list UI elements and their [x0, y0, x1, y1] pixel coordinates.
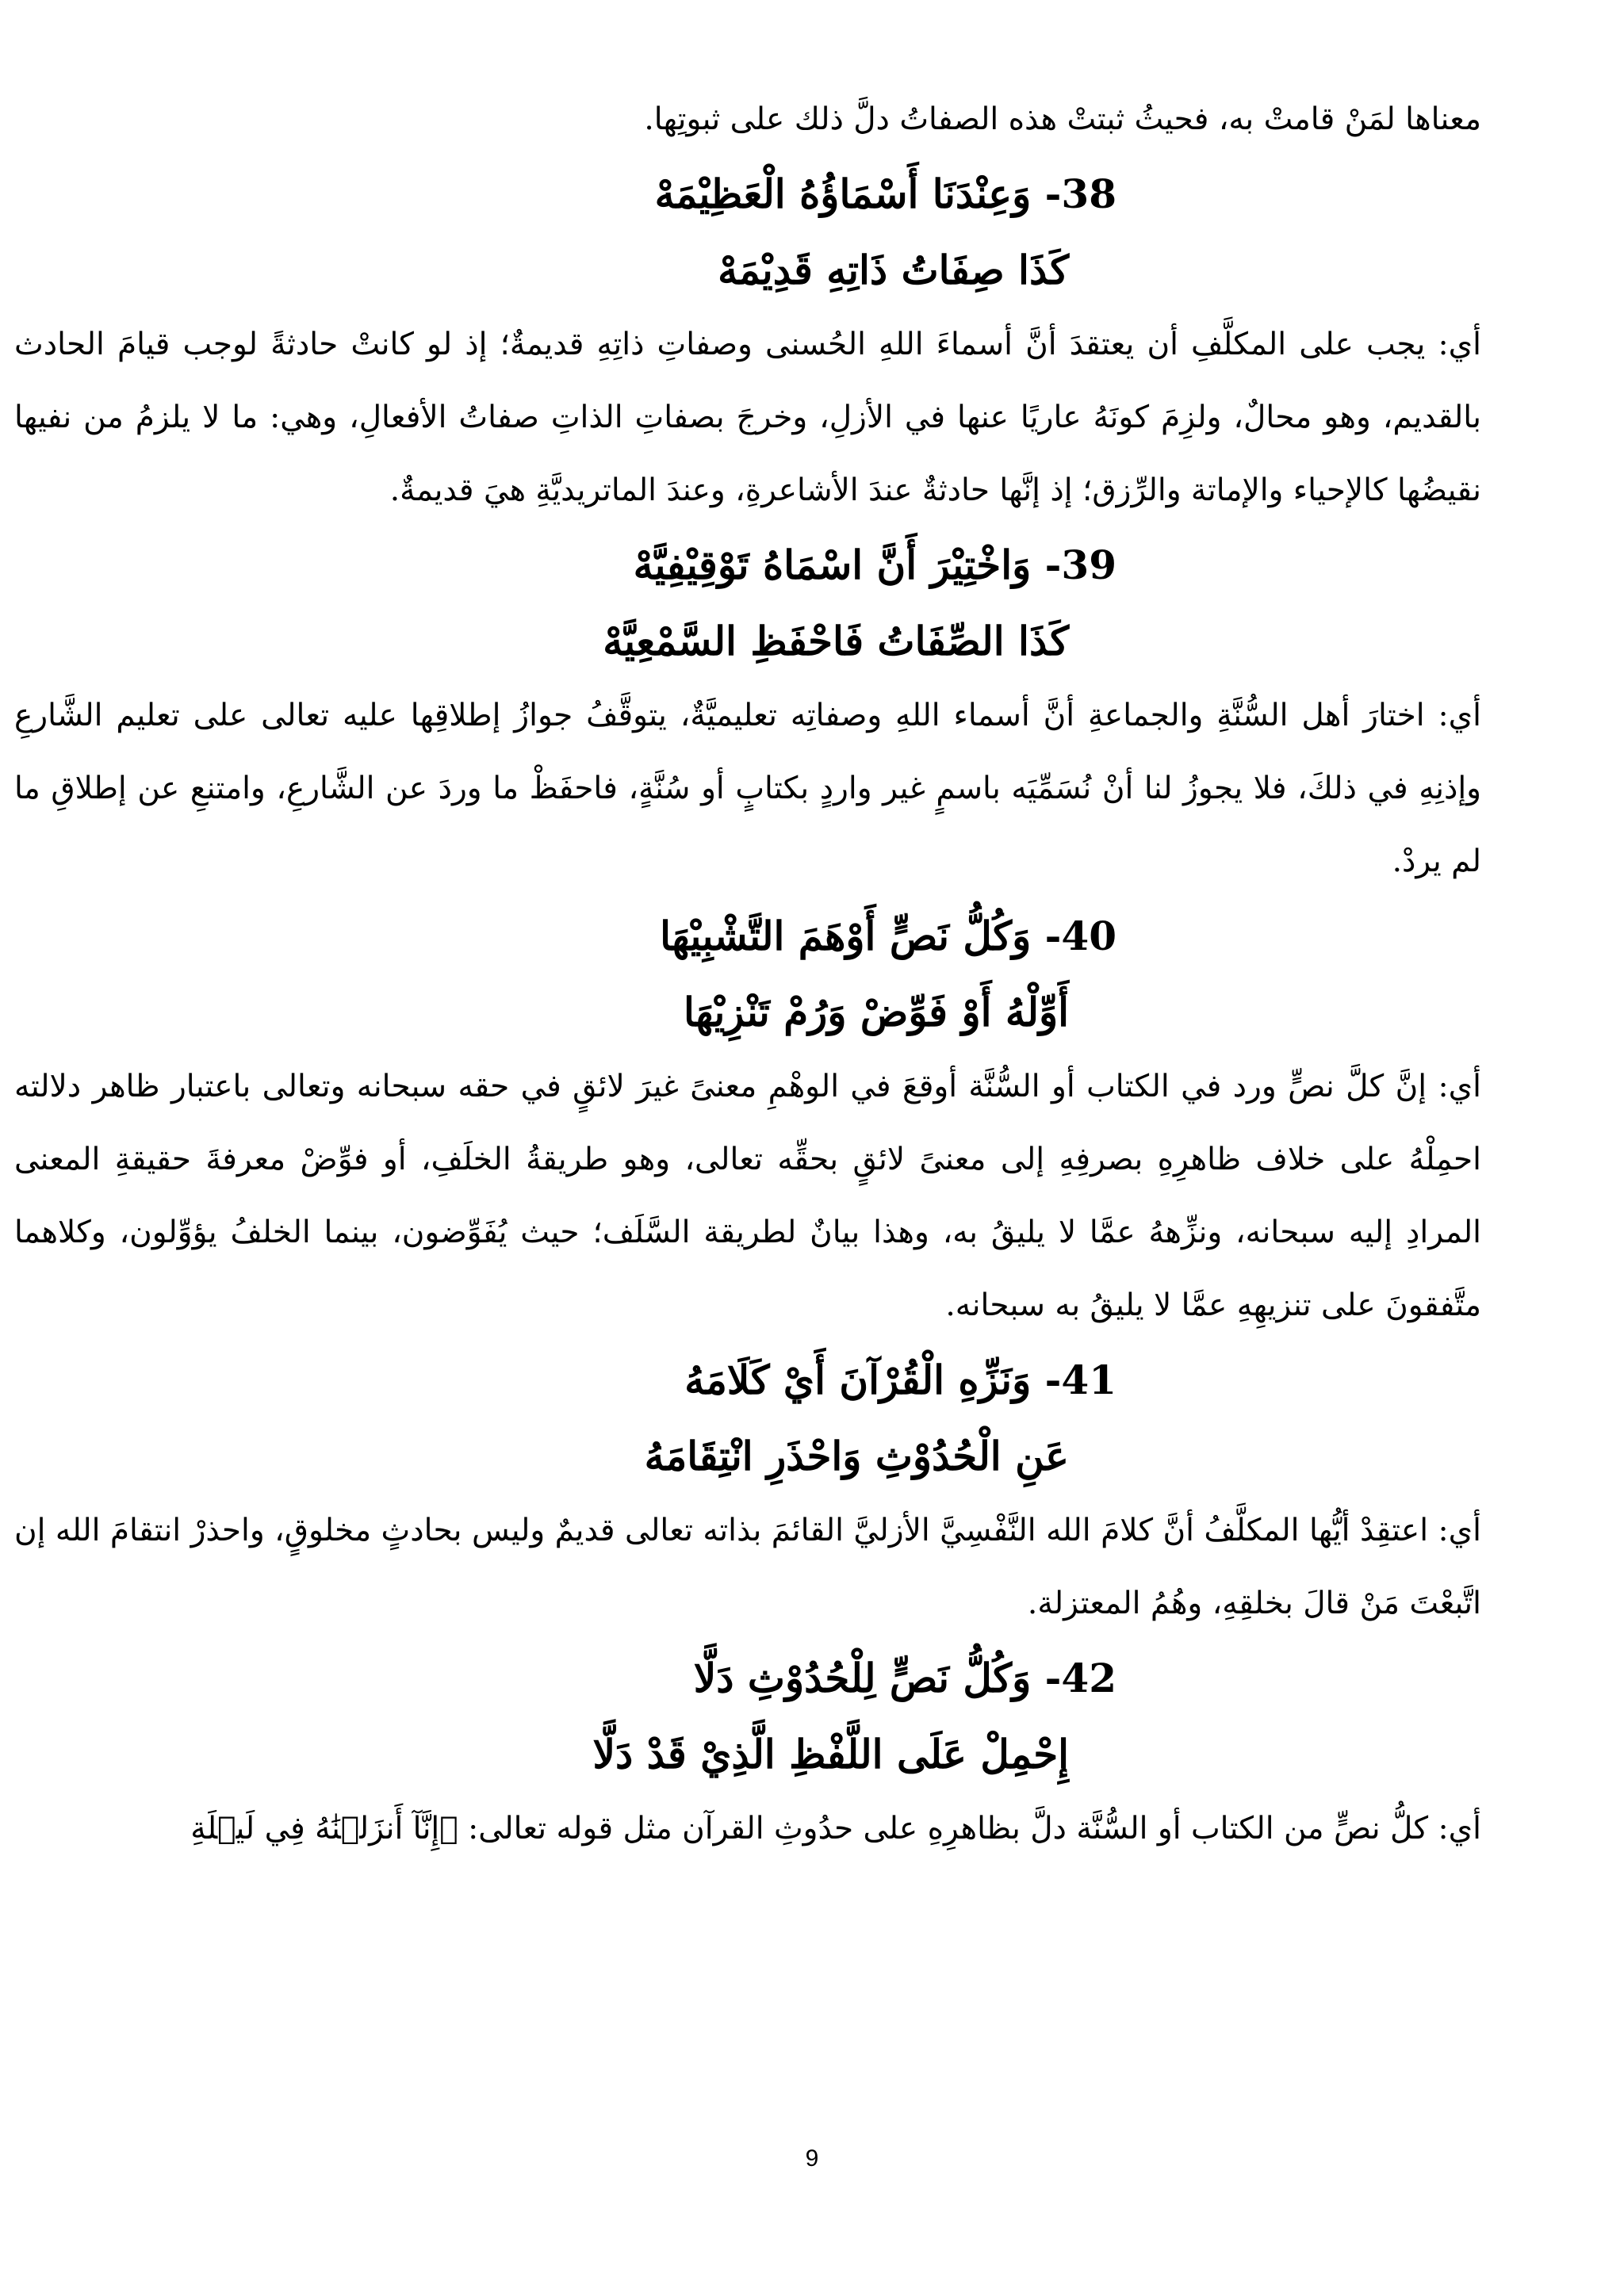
verse-38-first-text: 38- وَعِنْدَنَا أَسْمَاؤُهُ الْعَظِيْمَهْ [654, 170, 1116, 217]
quran-quote: ﴿إِنَّآ أَنزَلۡنَٰهُ فِي لَيۡلَةِ [190, 1811, 458, 1846]
commentary-38: أي: يجب على المكلَّفِ أن يعتقدَ أنَّ أسماءَ اللهِ الحُسنى وصفاتِ ذاتِهِ قديمةٌ؛ إذ لو كانتْ حادثةً لوجب قيامَ الحادث بالقديم، وهو محالٌ، ولزِمَ كونَهُ عاريًا عنها في الأزلِ، وخرجَ بصفاتِ الذاتِ صفاتُ الأفعالِ، وهي: ما لا يلزمُ من نفيها نقيضُها كالإحياء والإماتة والرِّزق؛ إذ إنَّها حادثةٌ عندَ الأشاعرةِ، وعندَ الماتريديَّةِ هيَ قديمةٌ. [14, 327, 1481, 508]
verse-40-second-line [14, 974, 1069, 1050]
page-content [14, 83, 1481, 1866]
verse-40-first-text: 40- وَكُلُّ نَصٍّ أَوْهَمَ التَّشْبِيْهَا [660, 913, 1116, 959]
intro-paragraph: معناها لمَنْ قامتْ به، فحيثُ ثبتتْ هذه الصفاتُ دلَّ ذلك على ثبوتِها. [644, 101, 1481, 137]
verse-42-second-line [14, 1716, 1069, 1793]
commentary-42 [14, 1793, 1481, 1866]
verse-39-first-text: 39- وَاخْتِيْرَ أَنَّ اسْمَاهُ تَوْقِيْفِيَّهْ [633, 541, 1116, 588]
verse-38-second-line [14, 232, 1069, 308]
commentary-40: أي: إنَّ كلَّ نصٍّ ورد في الكتاب أو السُّنَّة أوقعَ في الوهْمِ معنىً غيرَ لائقٍ في حقه سبحانه وتعالى باعتبار ظاهر دلالته احمِلْهُ على خلاف ظاهرِهِ بصرفِهِ إلى معنىً لائقٍ بحقِّه تعالى، وهو طريقةُ الخلَفِ، أو فوِّضْ معرفةَ حقيقةِ المعنى المرادِ إليه سبحانه، ونزِّههُ عمَّا لا يليقُ به، وهذا بيانٌ لطريقة السَّلَف؛ حيث يُفَوِّضون، بينما الخلفُ يؤوِّلون، وكلاهما متَّفقونَ على تنزيهِهِ عمَّا لا يليقُ به سبحانه. [14, 1069, 1481, 1323]
verse-41-first-line [14, 1342, 1116, 1418]
commentary-39: أي: اختارَ أهل السُّنَّةِ والجماعةِ أنَّ أسماء اللهِ وصفاتِه تعليميَّةٌ، يتوقَّفُ جوازُ إطلاقِها عليه تعالى على تعليم الشَّارعِ وإذنِهِ في ذلكَ، فلا يجوزُ لنا أنْ نُسَمِّيَه باسمٍ غير واردٍ بكتابٍ أو سُنَّةٍ، فاحفَظْ ما وردَ عن الشَّارعِ، وامتنعِ عن إطلاقِ ما لم يردْ. [14, 698, 1481, 879]
verse-38-second-text: كَذَا صِفَاتُ ذَاتِهِ قَدِيْمَهْ [718, 247, 1069, 293]
verse-40-first-line [14, 898, 1116, 974]
verse-42-first-line [14, 1640, 1116, 1716]
page-number: 9 [805, 2145, 819, 2172]
commentary-41: أي: اعتقِدْ أيُّها المكلَّفُ أنَّ كلامَ الله النَّفْسِيَّ الأزليَّ القائمَ بذاته تعالى قديمٌ وليس بحادثٍ مخلوقٍ، واحذرْ انتقامَ الله إن اتَّبعْتَ مَنْ قالَ بخلقِهِ، وهُمُ المعتزلة. [14, 1513, 1481, 1621]
verse-42-second-text: إِحْمِلْ عَلَى اللَّفْظِ الَّذِيْ قَدْ دَلَّا [592, 1731, 1069, 1777]
verse-41-second-line [14, 1418, 1069, 1494]
verse-41-first-text: 41- وَنَزِّهِ الْقُرْآنَ أَيْ كَلَامَهُ [684, 1357, 1116, 1403]
verse-40-second-text: أَوِّلْهُ أَوْ فَوِّضْ وَرُمْ تَنْزِيْهَا [684, 989, 1069, 1035]
verse-39-second-text: كَذَا الصِّفَاتُ فَاحْفَظِ السَّمْعِيَّهْ [603, 618, 1069, 664]
commentary-42-text: أي: كلُّ نصٍّ من الكتاب أو السُّنَّة دلَّ بظاهرِهِ على حدُوثِ القرآن مثل قوله تعالى: [468, 1811, 1481, 1846]
verse-39-second-line [14, 603, 1069, 679]
verse-38-first-line [14, 156, 1116, 232]
verse-42-first-text: 42- وَكُلُّ نَصٍّ لِلْحُدُوْثِ دَلَّا [693, 1655, 1116, 1701]
verse-39-first-line [14, 527, 1116, 603]
verse-41-second-text: عَنِ الْحُدُوْثِ وَاحْذَرِ انْتِقَامَهُ [644, 1433, 1069, 1479]
